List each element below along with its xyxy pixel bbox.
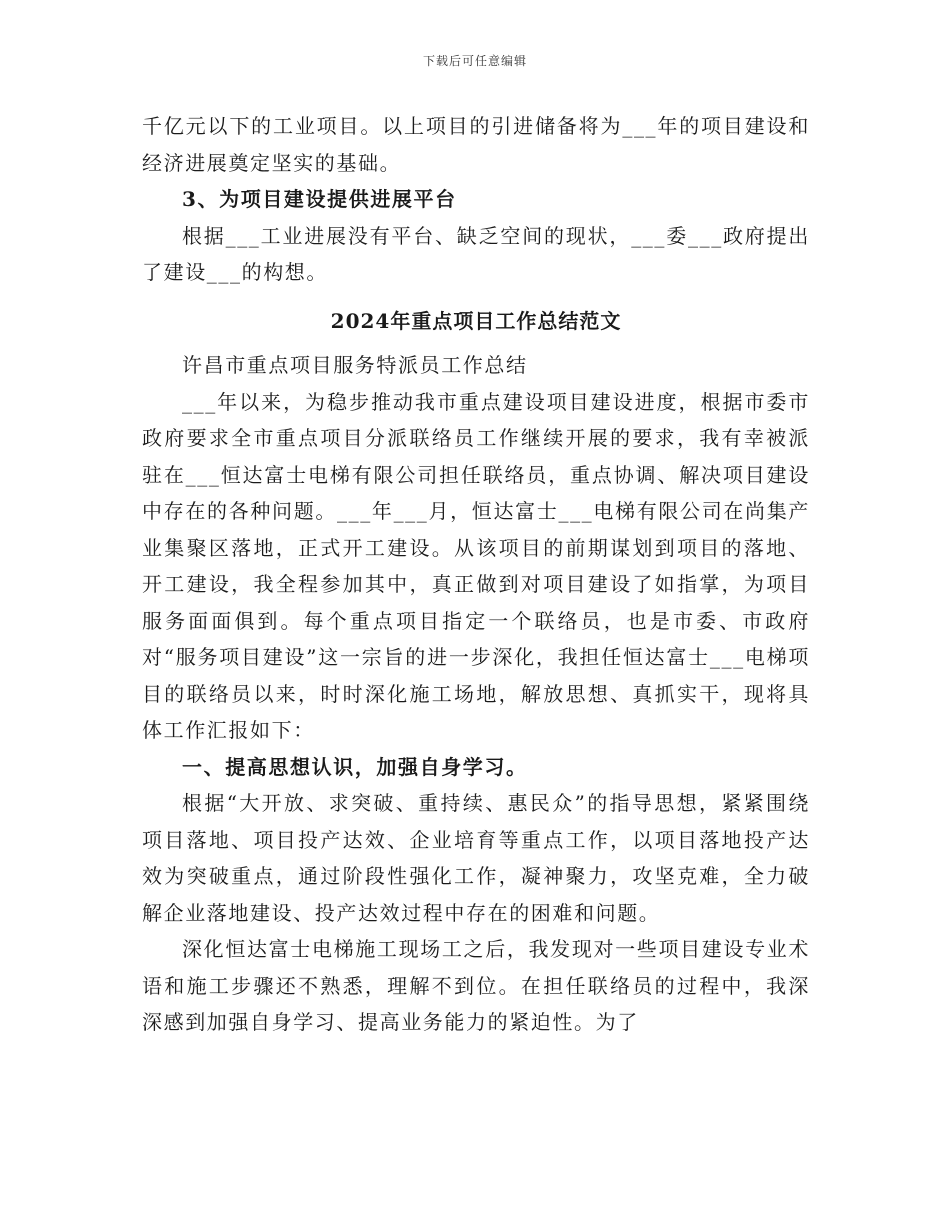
document-body [142,108,810,1041]
prev-paragraph-2: 根据___工业进展没有平台、缺乏空间的现状，___委___政府提出了建设___的构想。 [142,223,810,284]
body-paragraph-2: 根据“大开放、求突破、重持续、惠民众”的指导思想，紧紧围绕项目落地、项目投产达效、企业培育等重点工作，以项目落地投产达效为突破重点，通过阶段性强化工作，凝神聚力，攻坚克难，全力破解企业落地建设、投产达效过程中存在的困难和问题。 [142,791,810,925]
page-header-note: 下载后可任意编辑 [422,54,527,68]
section-heading-1: 一、提高思想认识，加强自身学习。 [182,754,528,779]
document-title: 2024年重点项目工作总结范文 [330,308,622,333]
body-paragraph-3: 深化恒达富士电梯施工现场工之后，我发现对一些项目建设专业术语和施工步骤还不熟悉，理解不到位。在担任联络员的过程中，我深深感到加强自身学习、提高业务能力的紧迫性。为了 [142,937,810,1034]
prev-paragraph-1: 千亿元以下的工业项目。以上项目的引进储备将为___年的项目建设和经济进展奠定坚实的基础。 [142,114,810,175]
document-subtitle: 许昌市重点项目服务特派员工作总结 [182,353,528,377]
body-paragraph-1: ___年以来，为稳步推动我市重点建设项目建设进度，根据市委市政府要求全市重点项目分派联络员工作继续开展的要求，我有幸被派驻在___恒达富士电梯有限公司担任联络员，重点协调、解决项目建设中存在的各种问题。___年___月，恒达富士___电梯有限公司在尚集产业集聚区落地，正式开工建设。从该项目的前期谋划到项目的落地、开工建设，我全程参加其中，真正做到对项目建设了如指掌，为项目服务面面俱到。每个重点项目指定一个联络员，也是市委、市政府对“服务项目建设”这一宗旨的进一步深化，我担任恒达富士___电梯项目的联络员以来，时时深化施工场地，解放思想、真抓实干，现将具体工作汇报如下： [142,389,810,742]
section-heading-3: 3、为项目建设提供进展平台 [182,187,457,211]
